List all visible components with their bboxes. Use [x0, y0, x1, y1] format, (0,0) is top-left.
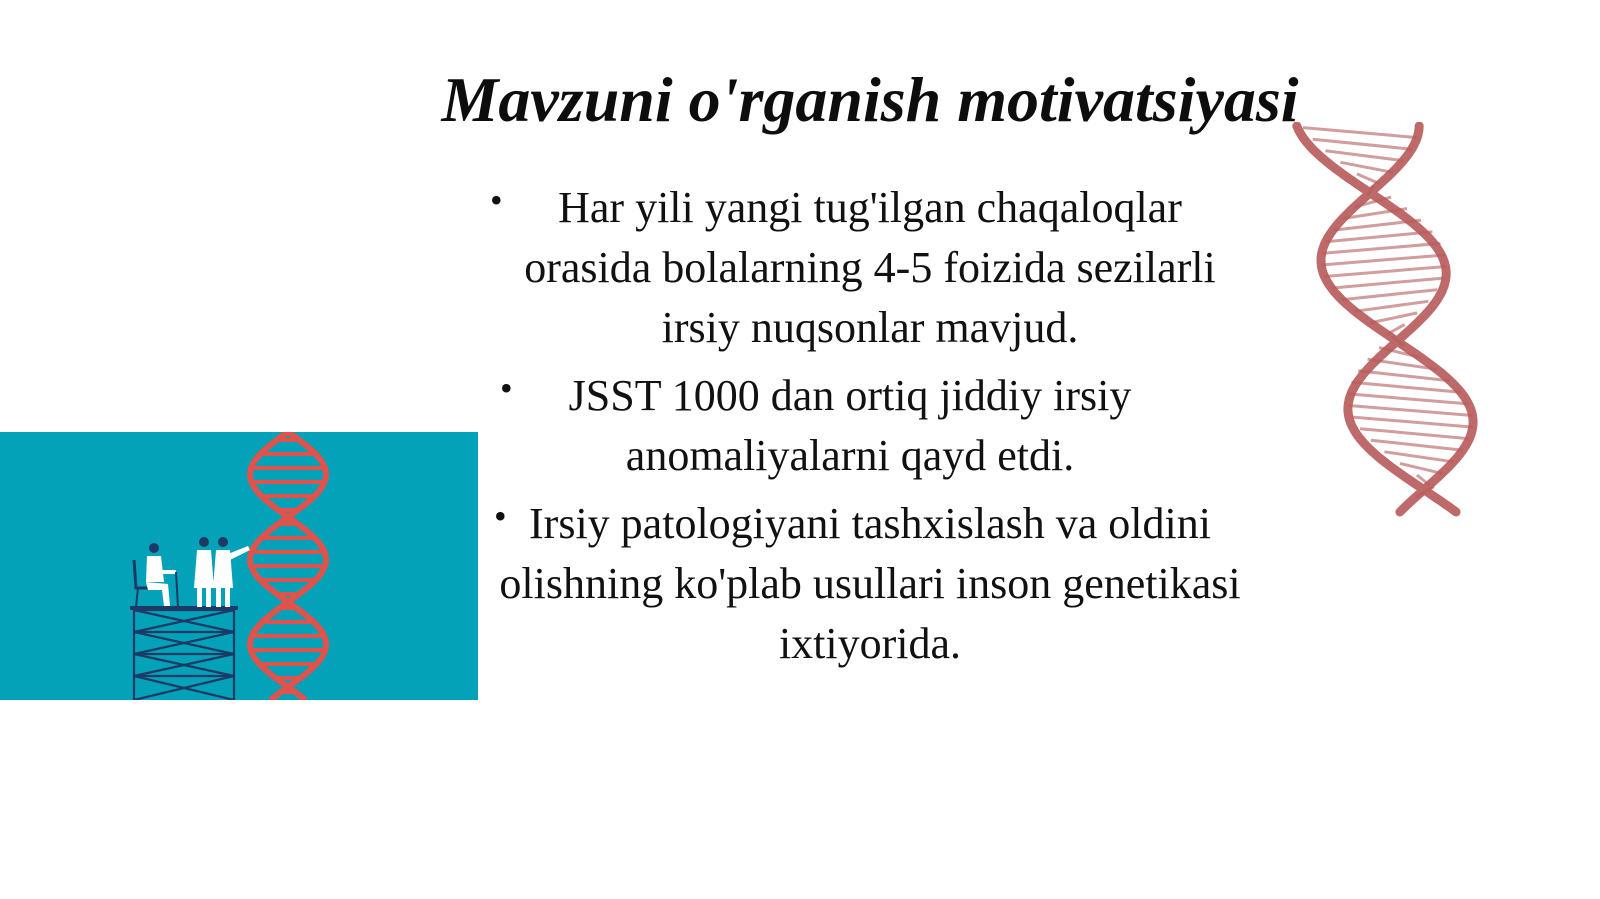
- bullet-text: Har yili yangi tug'ilgan chaqaloqlar orasida bolalarning 4-5 foizida sezilarli irsiy nuqsonlar mavjud.: [524, 183, 1216, 352]
- bullet-item: [470, 494, 1270, 674]
- scientists-dna-illustration-icon: [0, 432, 478, 700]
- helix-rung: [1348, 394, 1468, 404]
- helix-rung: [1384, 452, 1453, 462]
- helix-rung: [1322, 243, 1441, 253]
- bullet-item: [490, 178, 1250, 358]
- bullet-text: Irsiy patologiyani tashxislash va oldini olishning ko'plab usullari inson genetikasi ixtiyorida.: [499, 499, 1241, 668]
- slide-title: Mavzuni o'rganish motivatsiyasi: [441, 64, 1299, 135]
- bullet-dot-icon: •: [500, 368, 513, 408]
- helix-rung: [1400, 463, 1442, 473]
- helix-rung: [1325, 151, 1403, 161]
- helix-rungs: [1303, 128, 1473, 497]
- helix-rung: [1332, 278, 1444, 288]
- helix-rung: [1355, 301, 1429, 311]
- helix-rung: [1303, 128, 1417, 138]
- illustration-background: [0, 432, 478, 700]
- helix-rung: [1342, 290, 1438, 300]
- helix-rung: [1321, 255, 1445, 265]
- helix-rung: [1349, 406, 1473, 416]
- helix-rung: [1325, 267, 1447, 277]
- bullet-text: JSST 1000 dan ortiq jiddiy irsiy anomaliyalarni qayd etdi.: [568, 371, 1132, 480]
- helix-rung: [1326, 232, 1433, 242]
- bullet-item: [500, 366, 1190, 486]
- helix-rung: [1360, 429, 1469, 439]
- dna-helix-icon: [1288, 122, 1518, 518]
- helix-rung: [1371, 440, 1463, 450]
- bullet-list: [470, 178, 1270, 682]
- helix-rung: [1352, 382, 1461, 392]
- helix-rung: [1313, 139, 1412, 149]
- helix-rung: [1353, 417, 1473, 427]
- bullet-dot-icon: •: [494, 496, 507, 536]
- bullet-dot-icon: •: [490, 180, 503, 220]
- helix-rung: [1340, 162, 1392, 172]
- helix-rung: [1370, 313, 1417, 323]
